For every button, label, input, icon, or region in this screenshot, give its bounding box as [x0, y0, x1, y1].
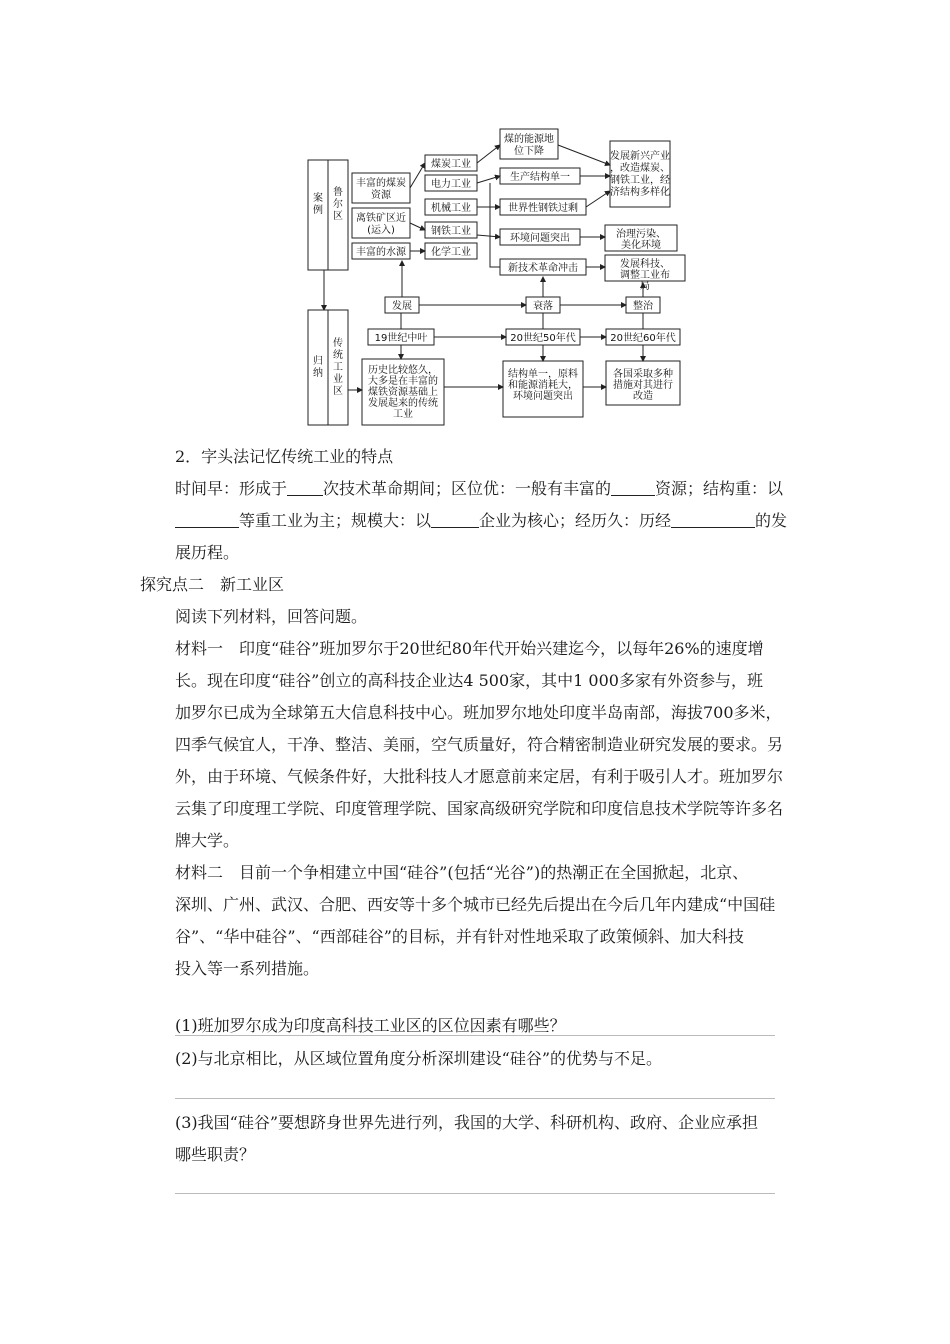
blank-enterprise[interactable] [431, 511, 479, 528]
material2-line: 投入等一系列措施。 [175, 959, 320, 978]
summary-history-label: 历史比较悠久，大多是在丰富的煤铁资源基础上发展起来的传统工业 [368, 365, 438, 420]
question-1: (1)班加罗尔成为印度高科技工业区的区位因素有哪些？ [175, 1016, 566, 1035]
section2-line1-c: 资源；结构重：以 [655, 479, 784, 498]
material1-line: 材料一 印度“硅谷”班加罗尔于20世纪80年代开始兴建迄今，以每年26%的速度增 [175, 639, 764, 658]
resource-water-label: 丰富的水源 [356, 247, 406, 258]
problem-environment-label: 环境问题突出 [510, 233, 570, 244]
traditional-label: 传统工业区 [333, 338, 343, 397]
blank-revolution-number[interactable] [287, 479, 323, 496]
section2-line2-c: 的发 [755, 511, 788, 530]
section2-line2-a: 等重工业为主；规模大：以 [239, 511, 432, 530]
section2-line1 [175, 479, 783, 499]
problem-tech-revolution-label: 新技术革命冲击 [508, 263, 578, 274]
material2-line: 谷”、“华中硅谷”、“西部硅谷”的目标，并有针对性地采取了政策倾斜、加大科技 [175, 927, 744, 946]
problem-single-structure-label: 生产结构单一 [510, 172, 570, 183]
summary-reform-label: 各国采取多种措施对其进行改造 [613, 369, 673, 402]
material1-line: 云集了印度理工学院、印度管理学院、国家高级研究学院和印度信息技术学院等许多名 [175, 799, 784, 818]
industry-steel-label: 钢铁工业 [431, 226, 471, 237]
industry-coal-label: 煤炭工业 [431, 159, 471, 170]
section-heading: 探究点二 新工业区 [140, 575, 285, 594]
material1-line: 加罗尔已成为全球第五大信息科技中心。班加罗尔地处印度半岛南部，海拔700多米， [175, 703, 782, 722]
industry-chemical-label: 化学工业 [431, 247, 471, 258]
section2-line2 [175, 511, 787, 531]
section2-line1-b: 次技术革命期间；区位优：一般有丰富的 [323, 479, 612, 498]
question-2: (2)与北京相比，从区域位置角度分析深圳建设“硅谷”的优势与不足。 [175, 1049, 663, 1068]
stage-decline-label: 衰落 [533, 301, 553, 312]
era-19th-label: 19世纪中叶 [374, 333, 428, 344]
stage-rectify-label: 整治 [633, 301, 653, 312]
material1-line: 长。现在印度“硅谷”创立的高科技企业达4 500家，其中1 000多家有外资参与，班 [175, 671, 763, 690]
summary-structure-label: 结构单一，原料和能源消耗大，环境问题突出 [508, 369, 578, 402]
era-1960s-label: 20世纪60年代 [610, 333, 676, 344]
blank-history[interactable] [671, 511, 755, 528]
measure-pollution-label: 治理污染、美化环境 [616, 229, 666, 251]
resource-iron-label: 离铁矿区近(运入) [356, 213, 406, 236]
energy-decline-label: 煤的能源地位下降 [504, 134, 554, 157]
material1-line: 牌大学。 [175, 831, 240, 850]
material1-line: 外，由于环境、气候条件好，大批科技人才愿意前来定居，有利于吸引人才。班加罗尔 [175, 767, 784, 786]
question-3: (3)我国“硅谷”要想跻身世界先进行列，我国的大学、科研机构、政府、企业应承担 [175, 1113, 759, 1132]
measure-diversify-label: 发展新兴产业，改造煤炭、钢铁工业，经济结构多样化 [610, 151, 670, 198]
question-3-cont: 哪些职责？ [175, 1145, 256, 1164]
answer-line-1[interactable] [175, 1035, 775, 1036]
ruhr-label: 鲁尔区 [333, 187, 343, 222]
section2-line3: 展历程。 [175, 543, 240, 562]
summary-label: 归纳 [313, 356, 323, 379]
answer-line-3[interactable] [175, 1193, 775, 1194]
industry-power-label: 电力工业 [431, 179, 471, 190]
material2-line: 深圳、广州、武汉、合肥、西安等十多个城市已经先后提出在今后几年内建成“中国硅 [175, 895, 776, 914]
intro-text: 阅读下列材料，回答问题。 [175, 607, 368, 626]
stage-develop-label: 发展 [392, 301, 412, 312]
section2-line1-a: 时间早：形成于 [175, 479, 288, 498]
ruhr-concept-diagram [300, 125, 700, 430]
section2-line2-b: 企业为核心；经历久：历经 [479, 511, 672, 530]
answer-line-2[interactable] [175, 1098, 775, 1099]
measure-layout-label: 发展科技、调整工业布局 [620, 259, 670, 292]
era-1950s-label: 20世纪50年代 [510, 333, 576, 344]
blank-resource[interactable] [611, 479, 655, 496]
material2-line: 材料二 目前一个争相建立中国“硅谷”(包括“光谷”)的热潮正在全国掀起，北京、 [175, 863, 749, 882]
resource-coal-label: 丰富的煤炭资源 [356, 178, 406, 201]
industry-machinery-label: 机械工业 [431, 203, 471, 214]
material1-line: 四季气候宜人，干净、整洁、美丽，空气质量好，符合精密制造业研究发展的要求。另 [175, 735, 784, 754]
section2-title: 2．字头法记忆传统工业的特点 [175, 447, 394, 466]
blank-heavy-industry[interactable] [175, 511, 239, 528]
case-label: 案例 [313, 193, 323, 216]
problem-steel-surplus-label: 世界性钢铁过剩 [508, 203, 578, 214]
